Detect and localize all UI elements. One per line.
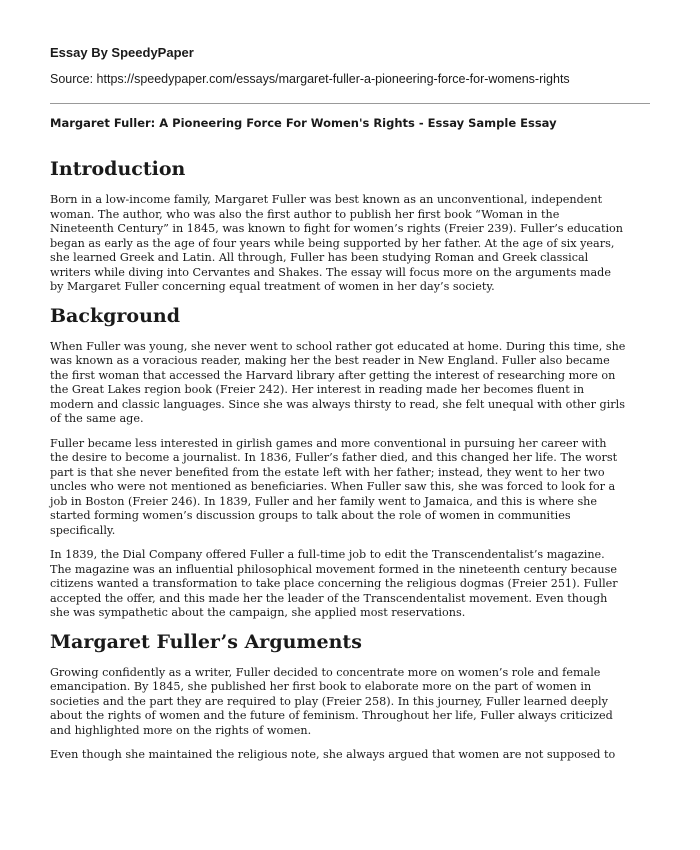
source-url: Source: https://speedypaper.com/essays/margaret-fuller-a-pioneering-force-for-womens-rights — [50, 72, 570, 86]
text-line: and highlighted more on the rights of women. — [50, 723, 312, 737]
header-divider — [50, 103, 650, 104]
text-line: The magazine was an influential philosophical movement formed in the nineteenth century because — [50, 562, 617, 576]
text-line: Nineteenth Century” in 1845, was known to fight for women’s rights (Freier 239). Fuller’s education — [50, 222, 623, 235]
text-line: specifically. — [50, 523, 116, 537]
section-heading-introduction: Introduction — [50, 158, 186, 180]
text-line: Born in a low-income family, Margaret Fuller was best known as an unconventional, independent — [50, 193, 603, 206]
paragraph — [50, 340, 650, 427]
paragraph — [50, 193, 650, 295]
text-line: about the rights of women and the future of feminism. Throughout her life, Fuller always criticized — [50, 709, 613, 722]
text-line: started forming women’s discussion groups to talk about the role of women in communities — [50, 509, 571, 522]
section-heading-arguments: Margaret Fuller’s Arguments — [50, 630, 362, 653]
text-line: the Great Lakes region book (Freier 242). Her interest in reading made her becomes fluent in — [50, 383, 585, 396]
paragraph — [50, 748, 650, 763]
text-line: by Margaret Fuller concerning equal treatment of women in her day’s society. — [50, 280, 495, 293]
text-line: citizens wanted a transformation to take place concerning the religious dogmas (Freier 251). Fuller — [50, 577, 618, 590]
text-line: the first woman that accessed the Harvard library after getting the interest of researching more on — [50, 368, 616, 382]
text-line: she learned Greek and Latin. All through, Fuller has been studying Roman and Greek classical — [50, 251, 589, 264]
brand-title: Essay By SpeedyPaper — [50, 45, 194, 60]
text-line: Growing confidently as a writer, Fuller decided to concentrate more on women’s role and female — [50, 665, 601, 679]
text-line: Fuller became less interested in girlish games and more conventional in pursuing her career with — [50, 436, 607, 450]
document-title: Margaret Fuller: A Pioneering Force For Women's Rights - Essay Sample Essay — [50, 116, 557, 130]
text-line: woman. The author, who was also the first author to publish her first book “Woman in the — [50, 207, 560, 221]
text-line: was known as a voracious reader, making her the best reader in New England. Fuller also became — [50, 354, 610, 367]
text-line: she was sympathetic about the campaign, she applied most reservations. — [50, 606, 466, 619]
section-heading-background: Background — [50, 304, 180, 327]
text-line: societies and the part they are required to play (Freier 258). In this journey, Fuller learned deeply — [50, 694, 608, 708]
text-line: job in Boston (Freier 246). In 1839, Fuller and her family went to Jamaica, and this is where she — [50, 494, 598, 508]
text-line: uncles who were not mentioned as beneficiaries. When Fuller saw this, she was forced to look for a — [50, 480, 616, 493]
text-line: of the same age. — [50, 412, 144, 425]
text-line: emancipation. By 1845, she published her first book to elaborate more on the part of women in — [50, 680, 592, 693]
text-line: modern and classic languages. Since she was always thirsty to read, she felt unequal with other girls — [50, 397, 625, 411]
paragraph — [50, 666, 650, 739]
text-line: Even though she maintained the religious note, she always argued that women are not supposed to — [50, 748, 616, 761]
paragraph — [50, 437, 650, 539]
text-line: When Fuller was young, she never went to school rather got educated at home. During this time, she — [50, 339, 626, 353]
text-line: accepted the offer, and this made her the leader of the Transcendentalist movement. Even though — [50, 591, 608, 605]
text-line: In 1839, the Dial Company offered Fuller a full-time job to edit the Transcendentalist’s magazine. — [50, 548, 605, 561]
paragraph — [50, 548, 650, 621]
text-line: part is that she never benefited from the estate left with her father; instead, they went to her two — [50, 465, 605, 479]
text-line: the desire to become a journalist. In 1836, Fuller’s father died, and this changed her life. The worst — [50, 451, 618, 464]
text-line: writers while diving into Cervantes and Shakes. The essay will focus more on the arguments made — [50, 265, 611, 279]
text-line: began as early as the age of four years while being supported by her father. At the age of six years, — [50, 236, 615, 250]
